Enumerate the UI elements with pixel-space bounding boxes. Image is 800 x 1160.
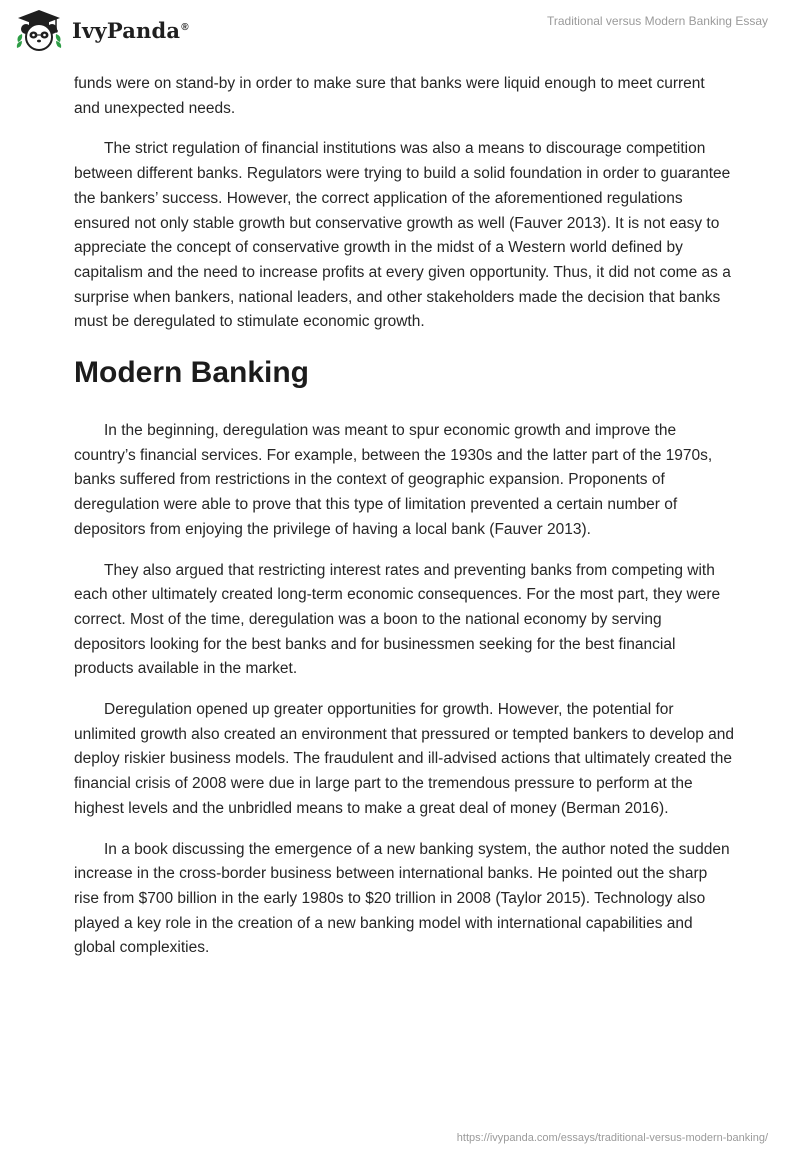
paragraph-growth-opportunities: Deregulation opened up greater opportunities for growth. However, the potential for unlimited growth also created an environment that pressured or tempted bankers to develop and deploy riskier business models. The fraudulent and ill-advised actions that ultimately created the financial crisis of 2008 were due in large part to the tremendous pressure to perform at the highest levels and the unbridled means to make a great deal of money (Berman 2016).	[74, 701, 734, 817]
document-title: Traditional versus Modern Banking Essay	[547, 14, 768, 28]
panda-graduate-icon	[14, 8, 64, 52]
paragraph-continued: funds were on stand-by in order to make sure that banks were liquid enough to meet current and unexpected needs.	[74, 75, 705, 117]
page-header	[0, 0, 800, 60]
paragraph-interest-rates: They also argued that restricting interest rates and preventing banks from competing with each other ultimately created long-term economic consequences. For the most part, they were correct. Most of the time, deregulation was a boon to the national economy by serving depositors looking for the best banks and for businessmen seeking for the best financial products available in the market.	[74, 561, 721, 678]
brand-registered-mark: ®	[181, 21, 189, 33]
paragraph-regulation: The strict regulation of financial institutions was also a means to discourage competition between different banks. Regulators were trying to build a solid foundation in order to guarantee the bankers’ success. However, the correct application of the aforementioned regulations ensured not only stable growth but conservative growth as well (Fauver 2013). It is not easy to appreciate the concept of conservative growth in the midst of a Western world defined by capitalism and the need to increase profits at every given opportunity. Thus, it did not come as a surprise when bankers, national leaders, and other stakeholders made the decision that banks must be deregulated to stimulate economic growth.	[74, 140, 731, 331]
paragraph-new-banking-system: In a book discussing the emergence of a new banking system, the author noted the sudden increase in the cross-border business between international banks. He pointed out the sharp rise from $700 billion in the early 1980s to $20 trillion in 2008 (Taylor 2015). Technology also played a key role in the creation of a new banking model with international capabilities and global complexities.	[74, 840, 730, 957]
source-url[interactable]: https://ivypanda.com/essays/traditional-versus-modern-banking/	[456, 1132, 768, 1144]
section-heading-modern-banking: Modern Banking	[74, 356, 310, 390]
brand-name: IvyPanda®	[72, 17, 189, 43]
paragraph-deregulation-intro: In the beginning, deregulation was meant to spur economic growth and improve the country’s financial services. For example, between the 1930s and the latter part of the 1970s, banks suffered from restrictions in the context of geographic expansion. Proponents of deregulation were able to prove that this type of limitation prevented a certain number of depositors from enjoying the privilege of having a local bank (Fauver 2013).	[74, 422, 713, 538]
brand-logo[interactable]	[14, 8, 189, 52]
essay-body	[74, 72, 734, 977]
